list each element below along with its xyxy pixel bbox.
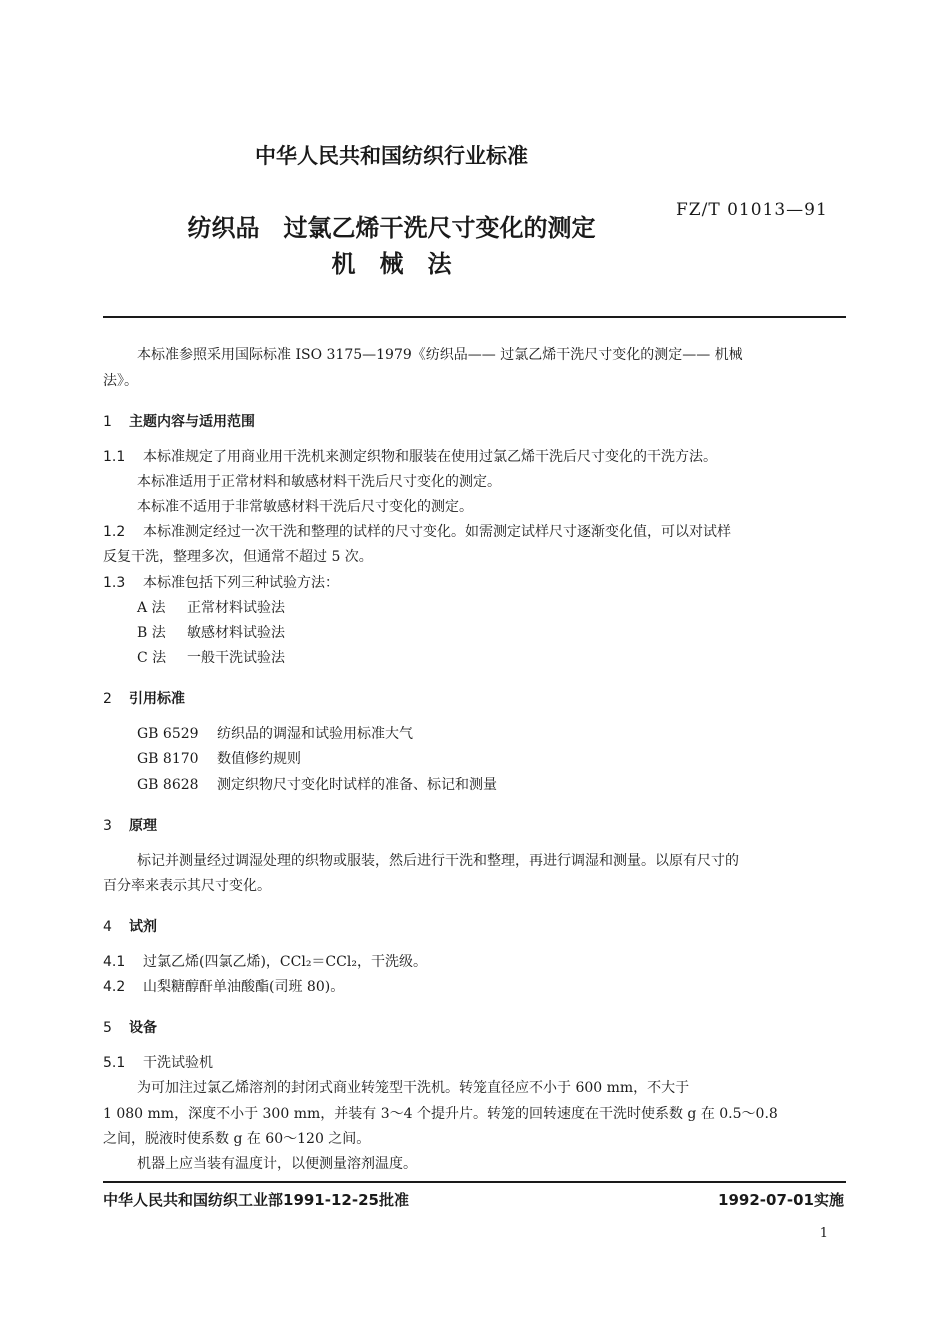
clause-text: 山梨糖醇酐单油酸酯(司班 80)。: [143, 979, 345, 995]
section-4-heading: [103, 916, 157, 936]
section-2-heading: [103, 688, 185, 708]
reference-item: [137, 724, 413, 744]
reference-item: [137, 749, 301, 769]
document-subtitle: 机 械 法: [331, 250, 452, 278]
footer-divider: [103, 1181, 846, 1183]
clause-1-1-paragraph-3: 本标准不适用于非常敏感材料干洗后尺寸变化的测定。: [137, 499, 473, 515]
section-title: 设备: [129, 1020, 157, 1036]
equipment-text-line-2: 1 080 mm，深度不小于 300 mm，并装有 3～4 个提升片。转笼的回转速度在干洗时使系数 g 在 0.5～0.8: [103, 1106, 778, 1122]
method-label: A 法: [137, 600, 166, 616]
clause-number: 5.1: [103, 1055, 126, 1071]
clause-5-1: [103, 1053, 213, 1073]
clause-number: 1.3: [103, 575, 126, 591]
section-title: 原理: [129, 818, 157, 834]
header-divider: [103, 316, 846, 318]
section-5-heading: [103, 1017, 157, 1037]
reference-name: 测定织物尺寸变化时试样的准备、标记和测量: [217, 777, 497, 793]
section-title: 引用标准: [129, 691, 185, 707]
section-number: 5: [103, 1020, 112, 1036]
method-description: 敏感材料试验法: [187, 625, 285, 641]
effective-date: 1992-07-01实施: [718, 1191, 844, 1209]
document-title: 纺织品 过氯乙烯干洗尺寸变化的测定: [187, 214, 596, 242]
method-label: B 法: [137, 625, 166, 641]
intro-text-line-2: 法》。: [103, 373, 138, 389]
section-number: 4: [103, 919, 112, 935]
reference-name: 数值修约规则: [217, 751, 301, 767]
clause-number: 4.1: [103, 954, 126, 970]
clause-1-2-line-2: 反复干洗，整理多次，但通常不超过 5 次。: [103, 549, 373, 565]
reference-code: GB 8628: [137, 777, 199, 793]
method-item: [137, 623, 285, 643]
method-description: 一般干洗试验法: [187, 650, 285, 666]
section-1-heading: [103, 411, 255, 431]
approval-statement: 中华人民共和国纺织工业部1991-12-25批准: [103, 1191, 409, 1209]
method-item: [137, 648, 285, 668]
reference-code: GB 8170: [137, 751, 199, 767]
method-description: 正常材料试验法: [187, 600, 285, 616]
reference-name: 纺织品的调湿和试验用标准大气: [217, 726, 413, 742]
equipment-text-line-1: 为可加注过氯乙烯溶剂的封闭式商业转笼型干洗机。转笼直径应不小于 600 mm，不大于: [137, 1080, 690, 1096]
clause-text: 本标准测定经过一次干洗和整理的试样的尺寸变化。如需测定试样尺寸逐渐变化值，可以对试样: [143, 524, 731, 540]
section-number: 1: [103, 414, 112, 430]
section-number: 3: [103, 818, 112, 834]
equipment-text-line-3: 之间，脱液时使系数 g 在 60～120 之间。: [103, 1131, 371, 1147]
reference-code: GB 6529: [137, 726, 199, 742]
clause-text: 本标准包括下列三种试验方法：: [143, 575, 339, 591]
clause-1-1-paragraph-2: 本标准适用于正常材料和敏感材料干洗后尺寸变化的测定。: [137, 474, 501, 490]
clause-number: 1.2: [103, 524, 126, 540]
principle-text-line-1: 标记并测量经过调湿处理的织物或服装，然后进行干洗和整理，再进行调湿和测量。以原有尺寸的: [137, 853, 739, 869]
method-label: C 法: [137, 650, 167, 666]
clause-1-2: [103, 522, 731, 542]
clause-number: 4.2: [103, 979, 126, 995]
clause-4-1: [103, 952, 427, 972]
standard-number: FZ/T 01013—91: [676, 200, 828, 220]
clause-title: 干洗试验机: [143, 1055, 213, 1071]
reference-item: [137, 775, 497, 795]
section-3-heading: [103, 815, 157, 835]
issuing-body-heading: 中华人民共和国纺织行业标准: [255, 144, 528, 168]
clause-text: 本标准规定了用商业用干洗机来测定织物和服装在使用过氯乙烯干洗后尺寸变化的干洗方法。: [143, 449, 717, 465]
section-title: 主题内容与适用范围: [129, 414, 255, 430]
clause-1-3: [103, 573, 339, 593]
clause-number: 1.1: [103, 449, 126, 465]
section-number: 2: [103, 691, 112, 707]
intro-text-line-1: 本标准参照采用国际标准 ISO 3175—1979《纺织品—— 过氯乙烯干洗尺寸变化的测定—— 机械: [137, 347, 743, 363]
clause-4-2: [103, 977, 344, 997]
method-item: [137, 598, 285, 618]
clause-1-1: [103, 447, 717, 467]
clause-text: 过氯乙烯(四氯乙烯)，CCl₂＝CCl₂，干洗级。: [143, 954, 427, 970]
page-number: 1: [819, 1226, 828, 1241]
section-title: 试剂: [129, 919, 157, 935]
equipment-text-paragraph-2: 机器上应当装有温度计，以便测量溶剂温度。: [137, 1156, 417, 1172]
principle-text-line-2: 百分率来表示其尺寸变化。: [103, 878, 271, 894]
